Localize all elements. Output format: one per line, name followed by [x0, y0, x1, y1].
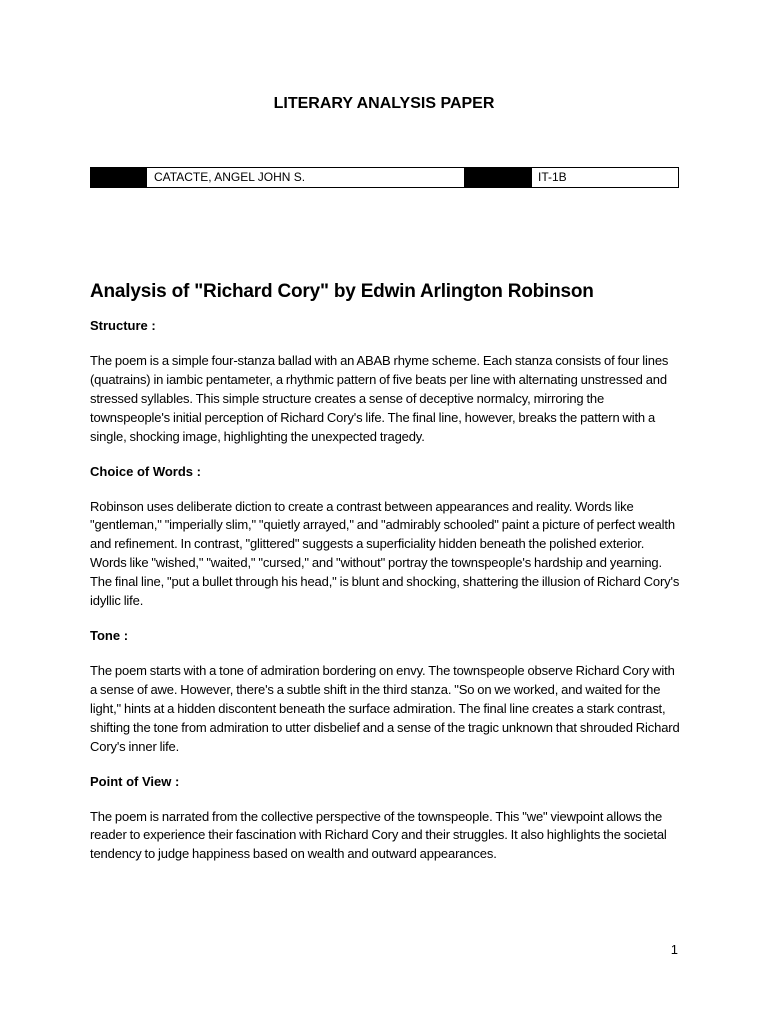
section-heading: Tone :: [90, 627, 129, 643]
redacted-label-section: [464, 168, 531, 187]
section-cell: IT-1B: [531, 168, 678, 187]
redacted-label-name: [91, 168, 146, 187]
section-tone: [90, 627, 680, 757]
section-heading: Structure :: [90, 318, 156, 333]
page-number: 1: [670, 942, 678, 957]
section-heading: Point of View :: [90, 773, 180, 789]
section-choice-of-words: [90, 463, 680, 611]
analysis-heading: Analysis of "Richard Cory" by Edwin Arlington Robinson: [90, 281, 594, 302]
section-point-of-view: [90, 773, 680, 865]
section-heading: Choice of Words :: [90, 463, 201, 479]
student-name-cell: CATACTE, ANGEL JOHN S.: [146, 168, 464, 187]
page-title: LITERARY ANALYSIS PAPER: [273, 95, 495, 112]
section-paragraph: The poem is narrated from the collective perspective of the townspeople. This "we" viewpoint allows the reader to experience their fascination with Richard Cory and their struggles. It also highlights the societal tendency to judge happiness based on wealth and outward appearances.: [90, 808, 667, 862]
section-paragraph: The poem starts with a tone of admiration bordering on envy. The townspeople observe Richard Cory with a sense of awe. However, there's a subtle shift in the third stanza. "So on we worked, and waited for the light," hints at a hidden discontent beneath the surface admiration. The final line creates a stark contrast, shifting the tone from admiration to utter disbelief and a sense of the tragic unknown that shrouded Richard Cory's inner life.: [90, 662, 680, 754]
section-structure: [90, 317, 680, 447]
section-paragraph: The poem is a simple four-stanza ballad with an ABAB rhyme scheme. Each stanza consists of four lines (quatrains) in iambic pentameter, a rhythmic pattern of five beats per line with alternating unstressed and stressed syllables. This simple structure creates a sense of deceptive normalcy, mirroring the townspeople's initial perception of Richard Cory's life. The final line, however, breaks the pattern with a single, shocking image, highlighting the unexpected tragedy.: [90, 353, 669, 444]
student-info-table: [90, 167, 679, 188]
section-paragraph: Robinson uses deliberate diction to create a contrast between appearances and reality. Words like "gentleman," "imperially slim," "quietly arrayed," and "admirably schooled" paint a picture of perfect wealth and refinement. In contrast, "glittered" suggests a superficiality hidden beneath the polished exterior. Words like "wished," "waited," "cursed," and "without" portray the townspeople's hardship and yearning. The final line, "put a bullet through his head," is blunt and shocking, shattering the illusion of Richard Cory's idyllic life.: [90, 498, 680, 609]
analysis-body: [90, 280, 680, 880]
